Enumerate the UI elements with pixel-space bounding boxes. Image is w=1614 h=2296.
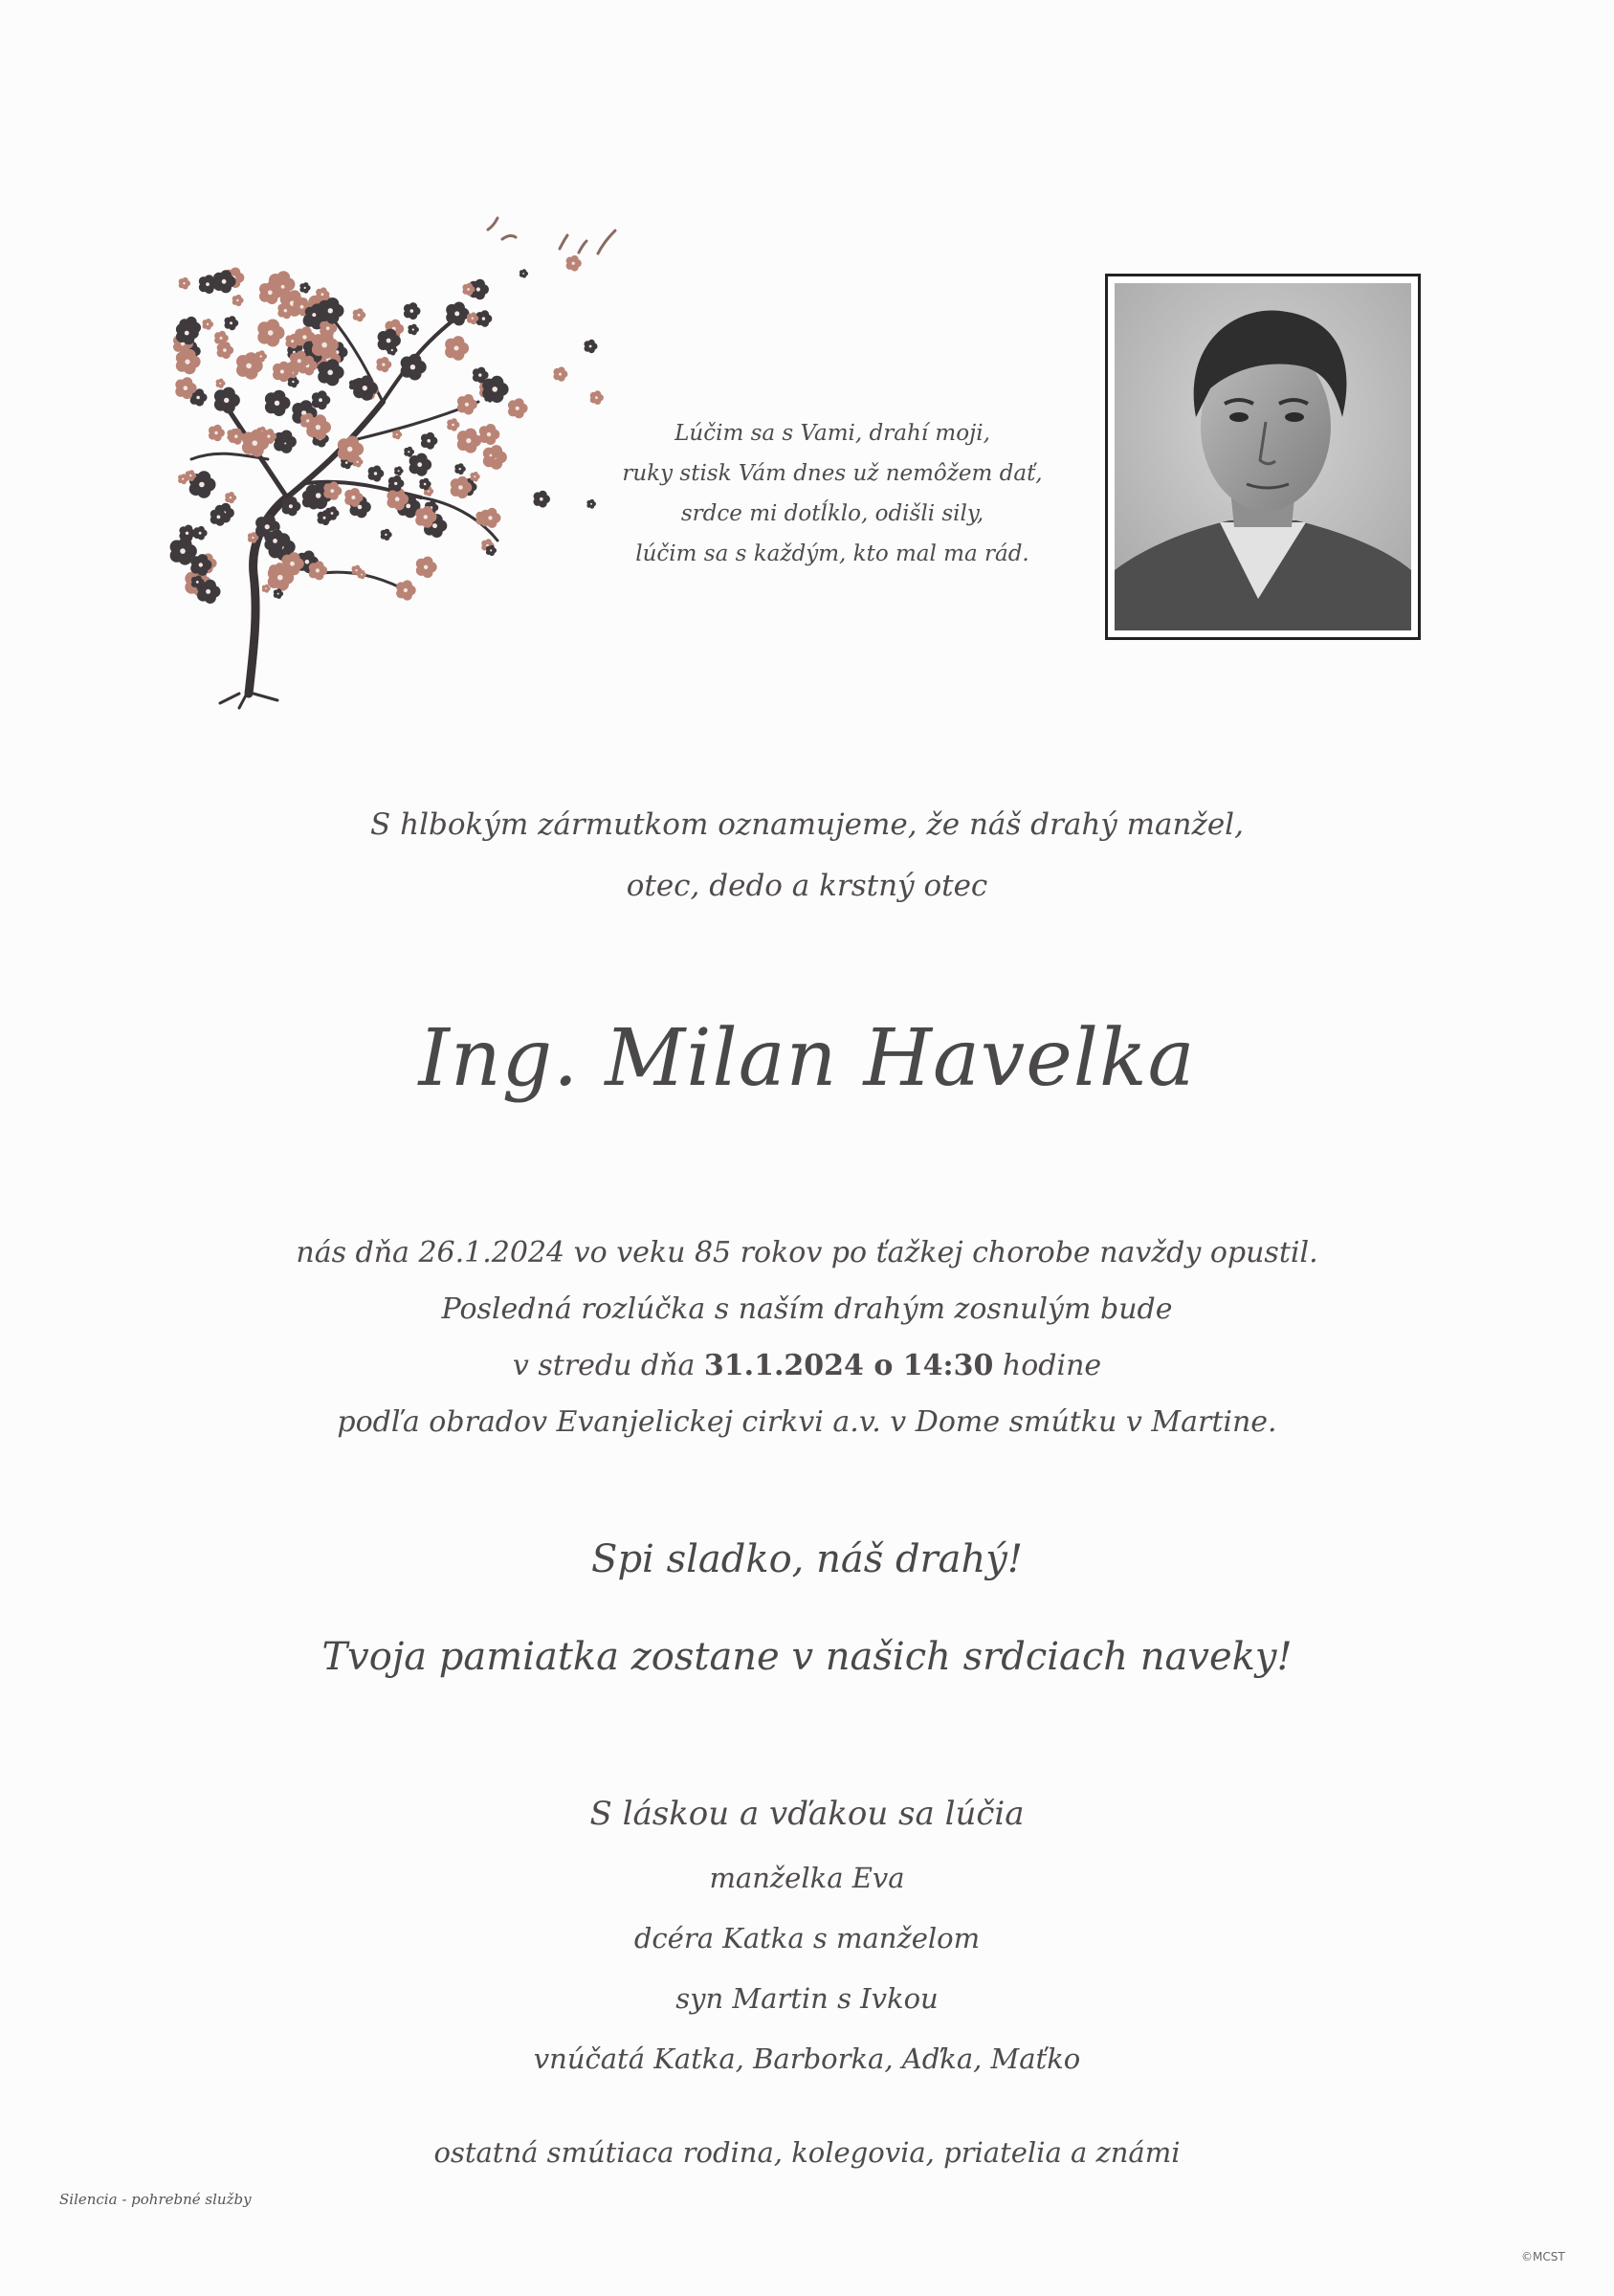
blossom-icon (454, 463, 465, 475)
blossom-icon (312, 390, 331, 409)
blossom-icon (309, 561, 328, 580)
blossom-icon (392, 430, 402, 439)
funeral-time: 14:30 (902, 1349, 994, 1382)
copyright-mark: ©MCST (1521, 2250, 1565, 2263)
blossom-icon (534, 491, 551, 508)
blossom-icon (217, 342, 234, 359)
blossom-icon (225, 492, 236, 503)
intro-line-1: S hlbokým zármutkom oznamujeme, že náš drahý manžel, (370, 807, 1244, 842)
funeral-date: 31.1.2024 (703, 1349, 864, 1382)
blossom-icon (299, 282, 310, 294)
poem-line: Lúčim sa s Vami, drahí moji, (674, 421, 990, 446)
blossom-icon (179, 277, 190, 290)
blossom-icon (257, 320, 284, 347)
blossom-icon (325, 506, 339, 520)
birds-icon (488, 218, 615, 254)
blossom-icon (421, 432, 438, 450)
details-mid: o (863, 1349, 903, 1382)
family-member: syn Martin s Ivkou (675, 1982, 939, 2015)
blossom-icon (214, 387, 240, 414)
blossom-icon (585, 340, 598, 353)
family-member: manželka Eva (709, 1862, 905, 1894)
blossom-icon (482, 376, 508, 403)
blossom-icon (282, 497, 301, 516)
family-signoff: S láskou a vďakou sa lúčia (589, 1795, 1025, 1833)
blossom-icon (404, 302, 421, 320)
blossom-icon (318, 359, 343, 386)
blossom-icon (376, 357, 391, 372)
blossom-icon (457, 394, 477, 415)
blossom-icon (586, 499, 596, 509)
blossom-icon (520, 269, 528, 277)
blossom-icon (479, 424, 499, 445)
blossom-icon (265, 390, 291, 416)
farewell-poem (612, 413, 1052, 574)
blossom-icon (553, 366, 567, 381)
details-line-3 (0, 1337, 1614, 1394)
announcement-intro (0, 794, 1614, 916)
portrait-photo (1115, 283, 1411, 630)
farewell-line-2: Tvoja pamiatka zostane v našich srdciach naveky! (321, 1635, 1293, 1679)
blossom-icon (209, 425, 225, 441)
blossom-icon (216, 379, 226, 388)
blossom-icon (486, 545, 497, 556)
intro-line-2: otec, dedo a krstný otec (626, 869, 988, 903)
funeral-details (0, 1225, 1614, 1450)
blossom-icon (225, 316, 239, 330)
blossom-icon (381, 529, 392, 541)
farewell-line-1: Spi sladko, náš drahý! (591, 1537, 1023, 1581)
blossom-icon (401, 354, 427, 381)
blossom-icon (179, 525, 195, 542)
details-line-4: podľa obradov Evanjelickej cirkvi a.v. v Dome smútku v Martine. (337, 1405, 1277, 1439)
poem-line: srdce mi dotĺklo, odišli sily, (680, 501, 984, 526)
blossom-icon (409, 453, 432, 476)
details-suffix: hodine (993, 1349, 1102, 1382)
blossom-icon (408, 324, 419, 336)
blossom-icon (566, 255, 582, 272)
blossom-cluster (170, 255, 604, 604)
portrait-icon (1115, 283, 1411, 630)
blossom-icon (203, 319, 214, 330)
tree-trunk (191, 316, 497, 708)
blossom-icon (481, 508, 501, 528)
blossom-icon (404, 447, 414, 457)
poem-line: ruky stisk Vám dnes už nemôžem dať, (622, 461, 1043, 486)
blossom-icon (358, 570, 366, 579)
blossom-icon (590, 390, 604, 405)
details-line-1: nás dňa 26.1.2024 vo veku 85 rokov po ťažkej chorobe navždy opustil. (296, 1236, 1318, 1269)
details-prefix: v stredu dňa (512, 1349, 704, 1382)
blossom-icon (447, 418, 459, 431)
blossom-icon (319, 298, 344, 324)
portrait-photo-frame (1105, 274, 1421, 640)
blossom-icon (368, 466, 385, 482)
blossom-icon (232, 295, 244, 306)
blossom-icon (396, 580, 416, 600)
blossom-icon (353, 308, 366, 321)
blossom-icon (394, 466, 404, 475)
family-member: dcéra Katka s manželom (633, 1922, 981, 1954)
blossom-icon (323, 481, 342, 500)
family-members (0, 1848, 1614, 2089)
poem-line: lúčim sa s každým, kto mal ma rád. (635, 541, 1029, 566)
other-mourners: ostatná smútiaca rodina, kolegovia, priatelia a známi (433, 2136, 1181, 2169)
blossom-icon (445, 336, 469, 361)
funeral-service-credit: Silencia - pohrebné služby (59, 2191, 252, 2208)
deceased-name: Ing. Milan Havelka (418, 1013, 1196, 1104)
blossom-icon (446, 302, 469, 326)
family-member: vnúčatá Katka, Barborka, Aďka, Maťko (533, 2042, 1081, 2075)
blossom-icon (457, 429, 481, 453)
details-line-2: Posledná rozlúčka s naším drahým zosnulým bude (441, 1292, 1173, 1326)
blossom-icon (470, 472, 479, 482)
blossom-icon (193, 526, 207, 541)
blossom-icon (416, 557, 437, 579)
blossom-icon (508, 398, 528, 418)
